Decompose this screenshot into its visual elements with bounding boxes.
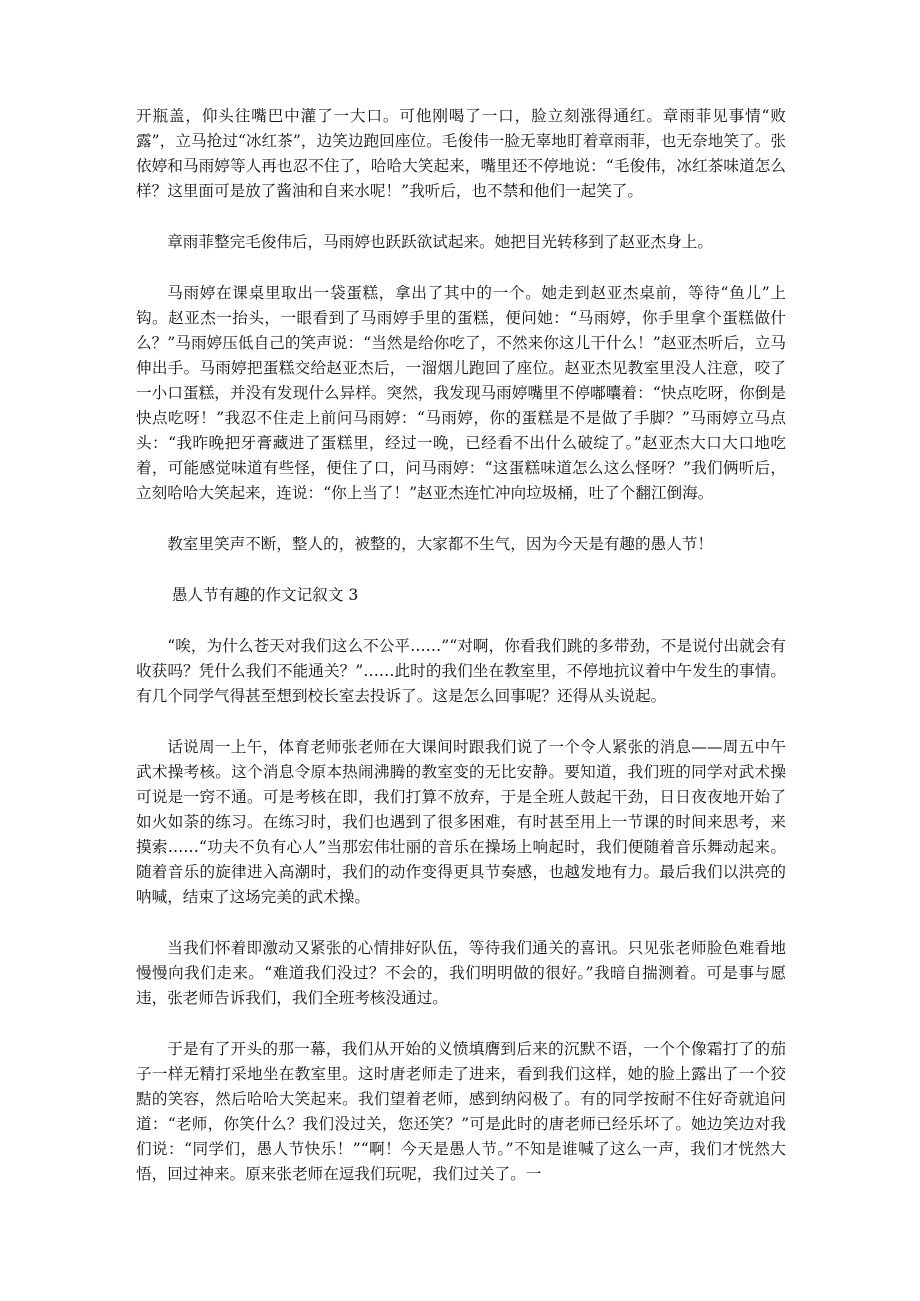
section-paragraph-3: 当我们怀着即激动又紧张的心情排好队伍，等待我们通关的喜讯。只见张老师脸色难看地慢慢向我们走来。“难道我们没过？不会的，我们明明做的很好。”我暗自揣测着。可是事与愿违，张老师告诉我们，我们全班考核没通过。 [136,939,786,1007]
section-paragraph-4: 于是有了开头的那一幕，我们从开始的义愤填膺到后来的沉默不语，一个个像霜打了的茄子一样无精打采地坐在教室里。这时唐老师走了进来，看到我们这样，她的脸上露出了一个狡黠的笑容，然后哈哈大笑起来。我们望着老师，感到纳闷极了。有的同学按耐不住好奇就追问道：“老师，你笑什么？我们没过关，您还笑？”可是此时的唐老师已经乐坏了。她边笑边对我们说：“同学们，愚人节快乐！”“啊！今天是愚人节。”不知是谁喊了这么一声，我们才恍然大悟，回过神来。原来张老师在逗我们玩呢，我们过关了。一 [136,1040,786,1183]
section-paragraph-2: 话说周一上午，体育老师张老师在大课间时跟我们说了一个令人紧张的消息——周五中午武术操考核。这个消息令原本热闹沸腾的教室变的无比安静。要知道，我们班的同学对武术操可说是一窍不通。可是考核在即，我们打算不放弃，于是全班人鼓起干劲，日日夜夜地开始了如火如荼的练习。在练习时，我们也遇到了很多困难，有时甚至用上一节课的时间来思考，来摸索……“功夫不负有心人”当那宏伟壮丽的音乐在操场上响起时，我们便随着音乐舞动起来。随着音乐的旋律进入高潮时，我们的动作变得更具节奏感，也越发地有力。最后我们以洪亮的呐喊，结束了这场完美的武术操。 [136,738,786,906]
paragraph-3: 马雨婷在课桌里取出一袋蛋糕，拿出了其中的一个。她走到赵亚杰桌前，等待“鱼儿”上钩。赵亚杰一抬头，一眼看到了马雨婷手里的蛋糕，便问她：“马雨婷，你手里拿个蛋糕做什么？”马雨婷压低自己的笑声说：“当然是给你吃了，不然来你这儿干什么！”赵亚杰听后，立马伸出手。马雨婷把蛋糕交给赵亚杰后，一溜烟儿跑回了座位。赵亚杰见教室里没人注意，咬了一小口蛋糕，并没有发现什么异样。突然，我发现马雨婷嘴里不停嘟囔着：“快点吃呀，你倒是快点吃呀！”我忍不住走上前问马雨婷：“马雨婷，你的蛋糕是不是做了手脚？”马雨婷立马点头：“我昨晚把牙膏藏进了蛋糕里，经过一晚，已经看不出什么破绽了。”赵亚杰大口大口地吃着，可能感觉味道有些怪，便住了口，问马雨婷：“这蛋糕味道怎么这么怪呀？”我们俩听后，立刻哈哈大笑起来，连说：“你上当了！”赵亚杰连忙冲向垃圾桶，吐了个翻江倒海。 [136,284,786,502]
document-body [136,104,786,1187]
paragraph-2: 章雨菲整完毛俊伟后，马雨婷也跃跃欲试起来。她把目光转移到了赵亚杰身上。 [167,233,713,251]
section-paragraph-1: “唉，为什么苍天对我们这么不公平……”“对啊，你看我们跳的多带劲，不是说付出就会有收获吗？凭什么我们不能通关？”……此时的我们坐在教室里，不停地抗议着中午发生的事情。有几个同学气得甚至想到校长室去投诉了。这是怎么回事呢？还得从头说起。 [136,637,786,705]
paragraph-4: 教室里笑声不断，整人的，被整的，大家都不生气，因为今天是有趣的愚人节！ [167,535,713,553]
section-title: 愚人节有趣的作文记叙文 3 [171,586,359,604]
paragraph-1: 开瓶盖，仰头往嘴巴中灌了一大口。可他刚喝了一口，脸立刻涨得通红。章雨菲见事情“败露”，立马抢过“冰红茶”，边笑边跑回座位。毛俊伟一脸无辜地盯着章雨菲，也无奈地笑了。张依婷和马雨婷等人再也忍不住了，哈哈大笑起来，嘴里还不停地说：“毛俊伟，冰红茶味道怎么样？这里面可是放了酱油和自来水呢！”我听后，也不禁和他们一起笑了。 [136,107,786,200]
